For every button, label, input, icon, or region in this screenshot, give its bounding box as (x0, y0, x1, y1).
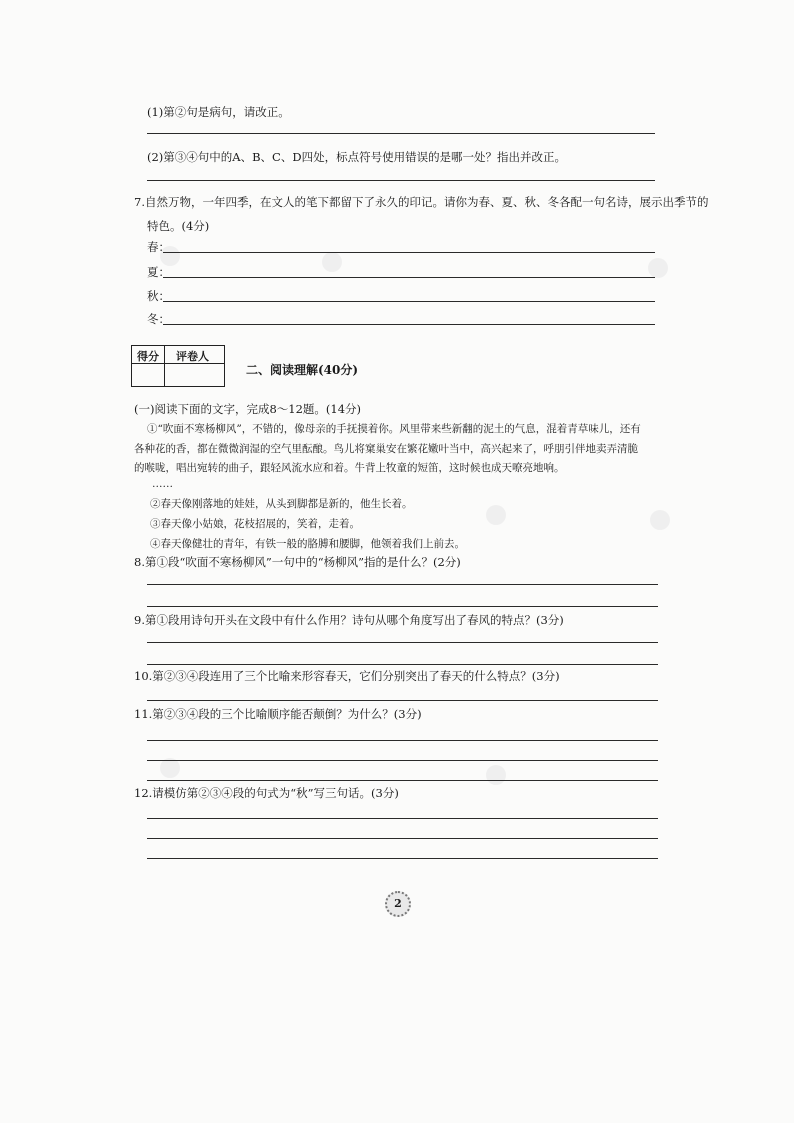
q8-text: 8.第①段“吹面不寒杨柳风”一句中的“杨柳风”指的是什么？(2分) (134, 555, 461, 569)
watermark-icon (322, 252, 342, 272)
score-box (131, 345, 225, 387)
answer-line[interactable] (147, 858, 658, 859)
summer-label: 夏： (147, 265, 170, 279)
q7-line1: 7.自然万物，一年四季，在文人的笔下都留下了永久的印记。请你为春、夏、秋、冬各配一句名诗，展示出季节的 (134, 195, 709, 209)
answer-line[interactable] (147, 700, 658, 701)
spring-label: 春： (147, 240, 170, 254)
q6-part1: (1)第②句是病句，请改正。 (147, 105, 290, 119)
answer-line[interactable] (147, 838, 658, 839)
reading-intro: (一)阅读下面的文字，完成8～12题。(14分) (134, 402, 362, 416)
answer-line[interactable] (147, 664, 658, 665)
summer-answer-line[interactable] (163, 277, 655, 278)
spring-answer-line[interactable] (163, 252, 655, 253)
answer-line[interactable] (147, 780, 658, 781)
q10-text: 10.第②③④段连用了三个比喻来形容春天，它们分别突出了春天的什么特点？(3分) (134, 669, 560, 683)
q11-text: 11.第②③④段的三个比喻顺序能否颠倒？为什么？(3分) (134, 707, 422, 721)
watermark-icon (160, 758, 180, 778)
q6-part2: (2)第③④句中的A、B、C、D四处，标点符号使用错误的是哪一处？指出并改正。 (147, 150, 567, 164)
passage-p1-line3: 的喉咙，唱出宛转的曲子，跟轻风流水应和着。牛背上牧童的短笛，这时候也成天嘹亮地响。 (134, 462, 565, 474)
answer-line[interactable] (147, 133, 655, 134)
passage-ellipsis: …… (152, 478, 173, 490)
answer-line[interactable] (147, 642, 658, 643)
autumn-label: 秋： (147, 289, 170, 303)
section2-title: 二、阅读理解(40分) (246, 363, 359, 377)
winter-answer-line[interactable] (163, 324, 655, 325)
q9-text: 9.第①段用诗句开头在文段中有什么作用？诗句从哪个角度写出了春风的特点？(3分) (134, 613, 564, 627)
watermark-icon (650, 510, 670, 530)
answer-line[interactable] (147, 584, 658, 585)
passage-p1-line2: 各种花的香，都在微微润湿的空气里酝酿。鸟儿将窠巢安在繁花嫩叶当中，高兴起来了，呼朋引伴地卖弄清脆 (134, 443, 638, 455)
q7-line2: 特色。(4分) (147, 219, 210, 233)
watermark-icon (486, 505, 506, 525)
page-number: 2 (385, 891, 411, 917)
answer-line[interactable] (147, 740, 658, 741)
score-label: 得分 (137, 350, 159, 363)
passage-p2: ②春天像刚落地的娃娃，从头到脚都是新的，他生长着。 (150, 498, 413, 510)
watermark-icon (648, 258, 668, 278)
answer-line[interactable] (147, 818, 658, 819)
watermark-icon (486, 765, 506, 785)
passage-p3: ③春天像小姑娘，花枝招展的，笑着，走着。 (150, 518, 360, 530)
grader-label: 评卷人 (176, 350, 209, 363)
winter-label: 冬： (147, 312, 170, 326)
passage-p1-line1: ①“吹面不寒杨柳风”，不错的，像母亲的手抚摸着你。风里带来些新翻的泥土的气息，混着青草味儿，还有 (147, 423, 641, 435)
answer-line[interactable] (147, 606, 658, 607)
answer-line[interactable] (147, 180, 655, 181)
answer-line[interactable] (147, 760, 658, 761)
q12-text: 12.请模仿第②③④段的句式为“秋”写三句话。(3分) (134, 786, 399, 800)
autumn-answer-line[interactable] (163, 301, 655, 302)
passage-p4: ④春天像健壮的青年，有铁一般的胳膊和腰脚，他领着我们上前去。 (150, 538, 465, 550)
